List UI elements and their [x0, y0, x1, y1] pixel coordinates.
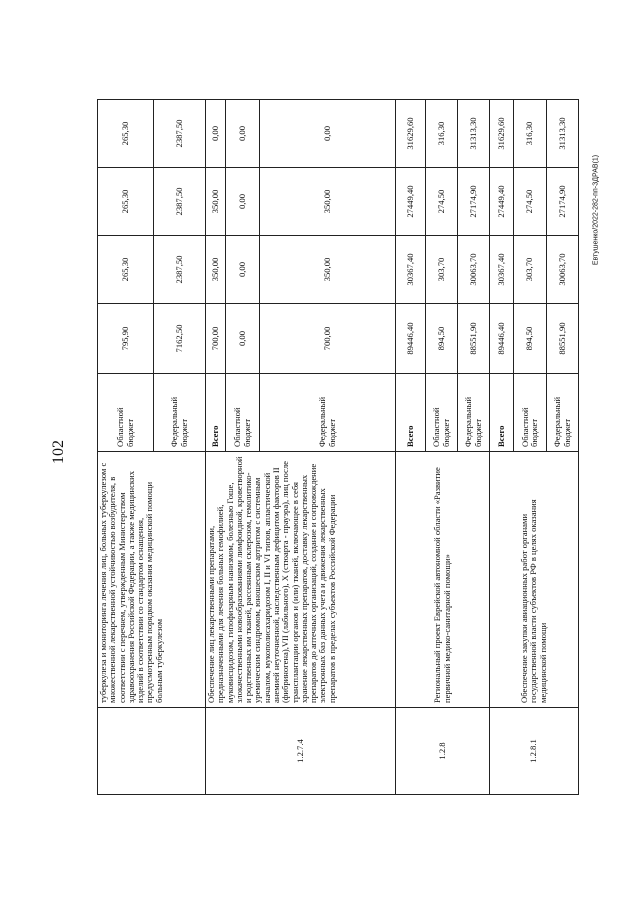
value-cell: 30063,70	[458, 236, 490, 304]
page-number: 102	[50, 440, 67, 464]
value-cell: 0,00	[260, 100, 396, 168]
value-cell: 350,00	[260, 236, 396, 304]
funding-source: Областной бюджет	[514, 374, 547, 452]
value-cell: 0,00	[206, 100, 226, 168]
value-cell: 7162,50	[154, 304, 206, 374]
value-cell: 88551,90	[458, 304, 490, 374]
value-cell: 700,00	[206, 304, 226, 374]
funding-source: Федеральный бюджет	[154, 374, 206, 452]
table-row	[490, 100, 514, 795]
row-name: Региональный проект Еврейской автономной области «Развитие первичной медико-санитарной помощи»	[396, 452, 490, 708]
value-cell: 350,00	[206, 168, 226, 236]
total-label: Всего	[206, 374, 226, 452]
document-code: Евтушенко/2022-282-пп-ЗДРАВ(1)	[592, 154, 600, 266]
value-cell: 274,50	[426, 168, 458, 236]
value-cell: 274,50	[514, 168, 547, 236]
value-cell: 2387,50	[154, 100, 206, 168]
value-cell: 894,50	[426, 304, 458, 374]
value-cell: 265,30	[98, 100, 154, 168]
value-cell: 89446,40	[396, 304, 426, 374]
table-row	[396, 100, 426, 795]
table-row	[206, 100, 226, 795]
value-cell: 2387,50	[154, 236, 206, 304]
total-label: Всего	[396, 374, 426, 452]
funding-source: Областной бюджет	[226, 374, 260, 452]
value-cell: 0,00	[226, 100, 260, 168]
value-cell: 0,00	[226, 304, 260, 374]
value-cell: 316,30	[514, 100, 547, 168]
value-cell: 303,70	[514, 236, 547, 304]
value-cell: 89446,40	[490, 304, 514, 374]
value-cell: 2387,50	[154, 168, 206, 236]
value-cell: 31313,30	[458, 100, 490, 168]
value-cell: 795,90	[98, 304, 154, 374]
value-cell: 0,00	[226, 168, 260, 236]
value-cell: 31629,60	[396, 100, 426, 168]
value-cell: 27174,90	[547, 168, 579, 236]
value-cell: 31629,60	[490, 100, 514, 168]
value-cell: 88551,90	[547, 304, 579, 374]
value-cell: 27449,40	[490, 168, 514, 236]
value-cell: 316,30	[426, 100, 458, 168]
value-cell: 303,70	[426, 236, 458, 304]
funding-source: Областной бюджет	[98, 374, 154, 452]
value-cell: 31313,30	[547, 100, 579, 168]
row-code: 1.2.7.4	[206, 708, 396, 795]
value-cell: 27449,40	[396, 168, 426, 236]
table-row	[98, 100, 154, 795]
row-code	[98, 708, 206, 795]
value-cell: 0,00	[226, 236, 260, 304]
value-cell: 700,00	[260, 304, 396, 374]
value-cell: 265,30	[98, 168, 154, 236]
value-cell: 894,50	[514, 304, 547, 374]
value-cell: 30367,40	[396, 236, 426, 304]
budget-table	[97, 99, 579, 795]
funding-source: Федеральный бюджет	[260, 374, 396, 452]
value-cell: 30367,40	[490, 236, 514, 304]
budget-table-frame	[97, 100, 578, 795]
funding-source: Федеральный бюджет	[547, 374, 579, 452]
value-cell: 350,00	[206, 236, 226, 304]
row-name: Обеспечение лиц лекарственными препаратами, предназначенными для лечения больных гемофилией, муковисцидозом, гипофизарным нанизмом, болезнью Гоше, злокачественными новообразованиями лимфоидной, кроветворной и родственных им тканей, рассеянным склерозом, гемолитико-уремическим синдромом, юношеским артритом с системным началом, мукополисахаридозом I, II и VI типов, апластической анемией неуточненной, наследственным дефицитом факторов II (фибриногена),VII (лабильного), X (стюарта - прауэра), лиц после трансплантации органов и (или) тканей, включающее в себя хранение лекарственных препаратов, доставку лекарственных препаратов до аптечных организаций, создание и сопровождение электронных баз данных учета и движения лекарственных препаратов в пределах субъектов Российской Федерации	[206, 452, 396, 708]
row-name: туберкулеза и мониторинга лечения лиц, больных туберкулезом с множественной лекарственной устойчивостью возбудителя, в соответствии с перечнем, утвержденным Министерством здравоохранения Российской Федерации, а также медицинских изделий в соответствии со стандартом оснащения, предусмотренным порядком оказания медицинской помощи больным туберкулезом	[98, 452, 206, 708]
row-name: Обеспечение закупки авиационных работ органами государственной власти субъектов РФ в целях оказания медицинской помощи	[490, 452, 579, 708]
value-cell: 30063,70	[547, 236, 579, 304]
row-code: 1.2.8.1	[490, 708, 579, 795]
value-cell: 350,00	[260, 168, 396, 236]
value-cell: 265,30	[98, 236, 154, 304]
value-cell: 27174,90	[458, 168, 490, 236]
funding-source: Областной бюджет	[426, 374, 458, 452]
funding-source: Федеральный бюджет	[458, 374, 490, 452]
row-code: 1.2.8	[396, 708, 490, 795]
total-label: Всего	[490, 374, 514, 452]
